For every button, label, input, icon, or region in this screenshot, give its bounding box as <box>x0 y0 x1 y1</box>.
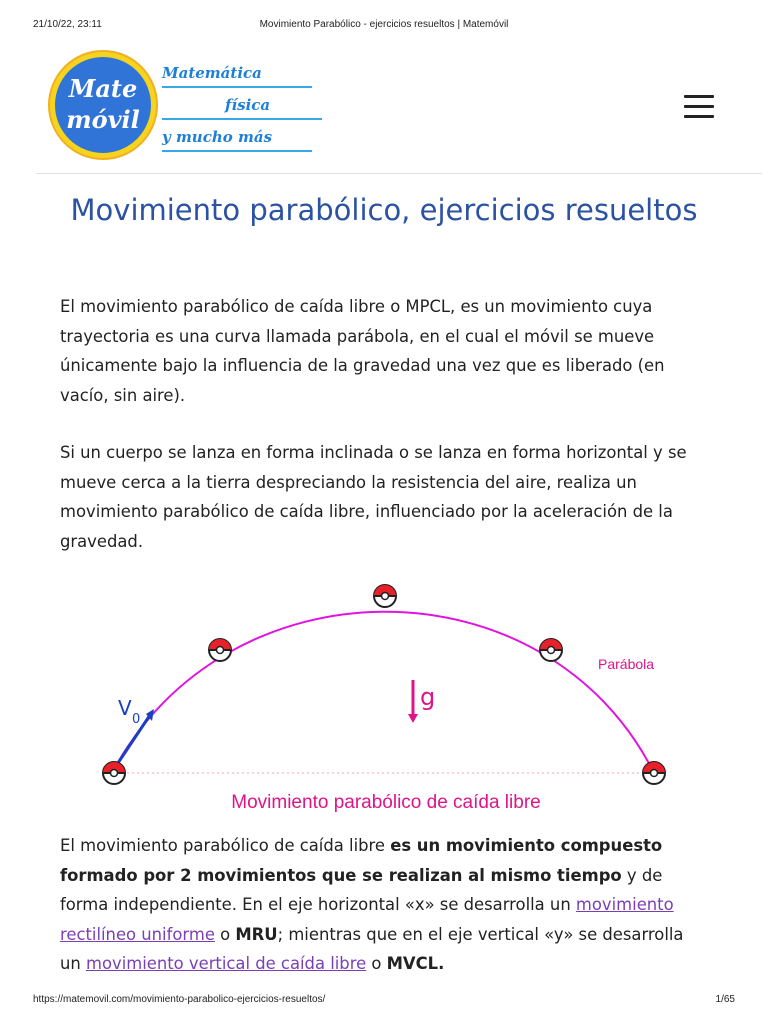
p3-bold-mru: MRU <box>235 924 278 944</box>
compound-motion-paragraph <box>60 831 708 979</box>
tagline-rule <box>162 150 312 152</box>
page-title: Movimiento parabólico, ejercicios resueltos <box>70 193 698 227</box>
logo-badge <box>50 52 156 158</box>
print-footer <box>0 992 768 1006</box>
gravity-label: g <box>420 683 436 711</box>
print-datetime: 21/10/22, 23:11 <box>33 19 102 30</box>
mru-link[interactable]: movimiento rectilíneo uniforme <box>60 895 674 944</box>
p3-bold-mvcl: MVCL. <box>386 954 445 973</box>
p3-bold-1: es un movimiento compuesto formado por 2 movimientos que se realizan al mismo tiempo <box>60 836 663 885</box>
p3-text-1: El movimiento parabólico de caída libre <box>60 836 391 855</box>
ball-icon <box>643 762 665 784</box>
site-logo[interactable] <box>50 52 322 160</box>
tagline-rule <box>162 86 312 88</box>
p3-text-4: ; mientras que en el eje vertical «y» se desarrolla un <box>60 924 684 973</box>
figure-caption: Movimiento parabólico de caída libre <box>231 792 541 813</box>
site-header <box>36 48 762 173</box>
logo-tagline-y-mucho-mas: y mucho más <box>162 128 273 146</box>
second-paragraph: Si un cuerpo se lanza en forma inclinada o se lanza en forma horizontal y se mueve cerca a la tierra despreciando la resistencia del aire, realiza un movimiento parabólico de caída libre, influenciado por la aceleración de la gravedad. <box>60 443 687 551</box>
gravity-arrowhead <box>408 714 418 723</box>
logo-word-movil: móvil <box>66 105 140 134</box>
print-header <box>0 16 768 30</box>
tagline-rule <box>162 118 322 120</box>
print-page-number: 1/65 <box>715 994 735 1005</box>
parabola-label: Parábola <box>598 656 655 672</box>
hamburger-menu-icon[interactable] <box>684 95 714 119</box>
p3-text-3: o <box>214 924 236 944</box>
logo-word-mate: Mate <box>68 74 138 103</box>
v0-label: V <box>118 696 132 720</box>
print-page-title: Movimiento Parabólico - ejercicios resueltos | Matemóvil <box>259 19 509 30</box>
logo-tagline-fisica: física <box>225 96 271 114</box>
p3-text-2: y de forma independiente. En el eje horizontal «x» se desarrolla un <box>60 865 663 914</box>
intro-paragraph: El movimiento parabólico de caída libre o MPCL, es un movimiento cuya trayectoria es una curva llamada parábola, en el cual el móvil se mueve únicamente bajo la influencia de la gravedad una vez que es liberado (en vacío, sin aire). <box>60 297 665 405</box>
mvcl-link[interactable]: movimiento vertical de caída libre <box>86 954 367 973</box>
parabola-curve <box>112 612 654 773</box>
p3-text-5: o <box>366 954 387 973</box>
print-url: https://matemovil.com/movimiento-parabolico-ejercicios-resueltos/ <box>33 994 326 1005</box>
ball-icon <box>209 639 231 661</box>
header-divider <box>36 173 762 174</box>
ball-icon <box>540 639 562 661</box>
parabolic-motion-figure <box>96 578 676 818</box>
ball-icon <box>103 762 125 784</box>
ball-icon <box>374 585 396 607</box>
v0-subscript: 0 <box>132 712 141 727</box>
logo-tagline-matematica: Matemática <box>162 64 262 82</box>
